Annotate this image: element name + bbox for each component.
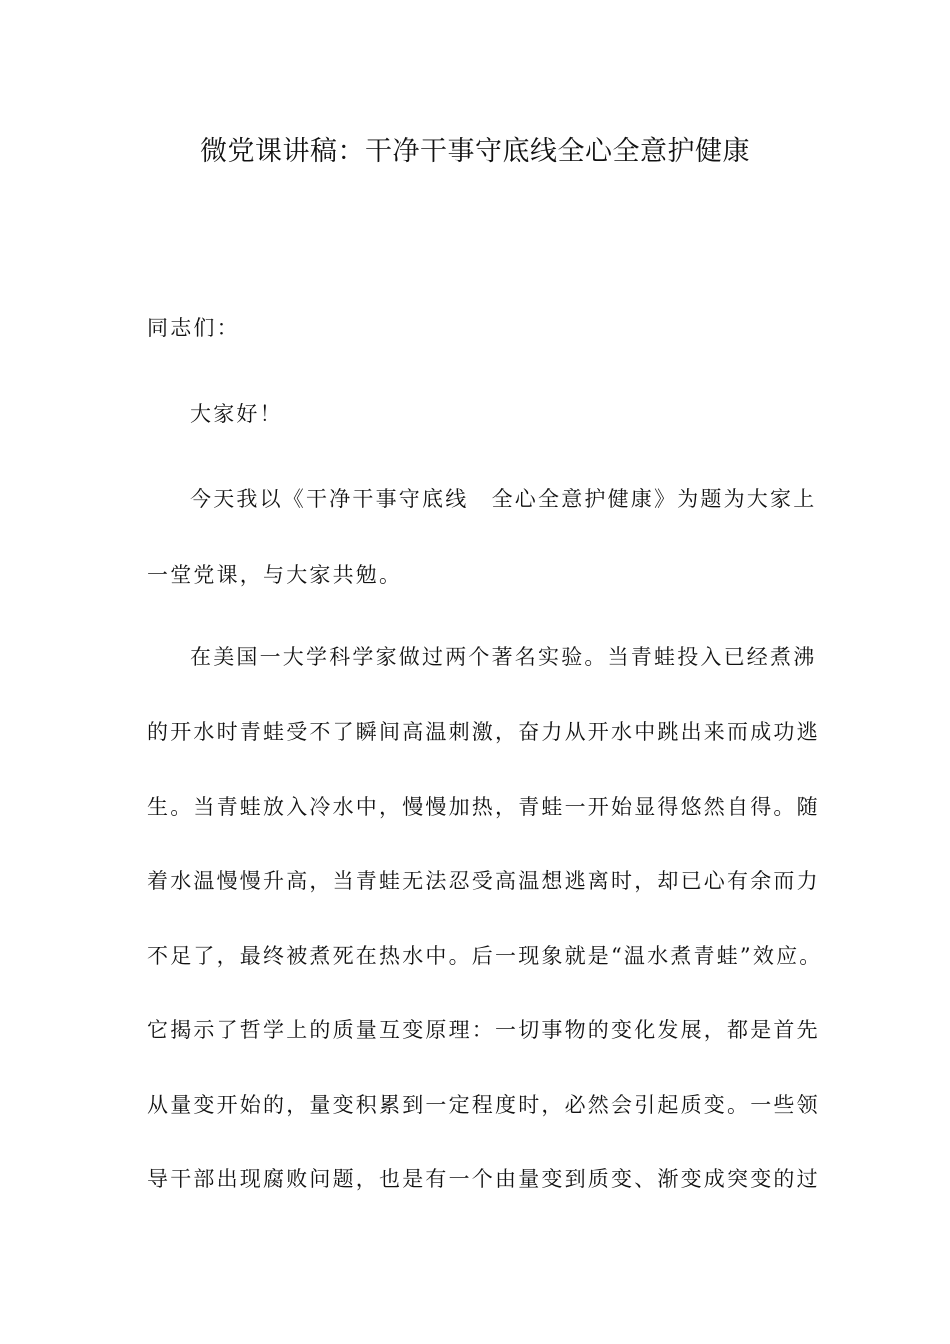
paragraph-line: 它揭示了哲学上的质量互变原理：一切事物的变化发展，都是首先 (147, 1018, 820, 1042)
paragraph-line: 今天我以《干净干事守底线 全心全意护健康》为题为大家上 (190, 487, 817, 511)
paragraph-line: 的开水时青蛙受不了瞬间高温刺激，奋力从开水中跳出来而成功逃 (147, 720, 820, 744)
greeting: 大家好！ (190, 402, 283, 426)
paragraph-line: 一堂党课，与大家共勉。 (147, 563, 403, 587)
salutation: 同志们： (147, 316, 240, 340)
document-title: 微党课讲稿：干净干事守底线全心全意护健康 (200, 136, 750, 167)
paragraph-line: 生。当青蛙放入冷水中，慢慢加热，青蛙一开始显得悠然自得。随 (147, 795, 820, 819)
paragraph-line: 着水温慢慢升高，当青蛙无法忍受高温想逃离时，却已心有余而力 (147, 869, 820, 893)
paragraph-line: 导干部出现腐败问题，也是有一个由量变到质变、渐变成突变的过 (147, 1167, 820, 1191)
paragraph-line: 不足了，最终被煮死在热水中。后一现象就是“温水煮青蛙”效应。 (147, 944, 823, 968)
paragraph-line: 从量变开始的，量变积累到一定程度时，必然会引起质变。一些领 (147, 1093, 820, 1117)
paragraph-line: 在美国一大学科学家做过两个著名实验。当青蛙投入已经煮沸 (190, 645, 817, 669)
